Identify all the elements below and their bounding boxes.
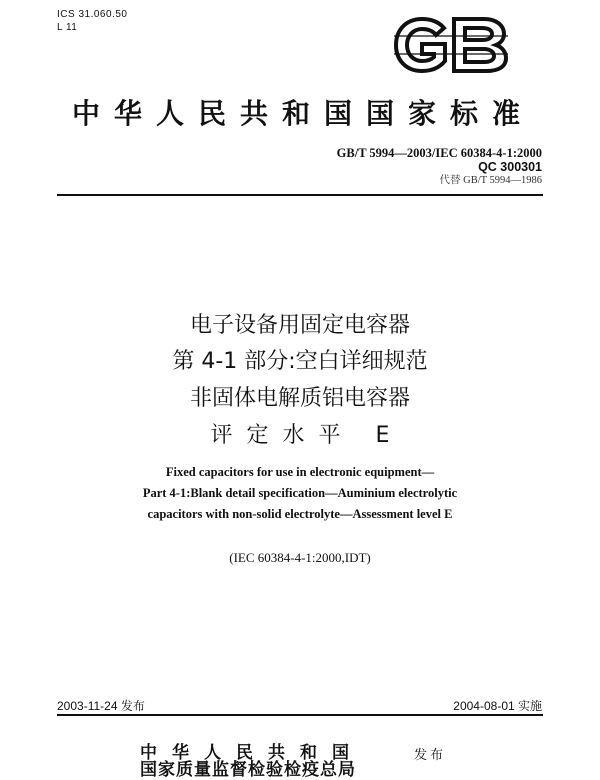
issue-date: 2003-11-24 发布 (57, 699, 145, 713)
ics-code: ICS 31.060.50 (57, 9, 128, 20)
title-en-line1: Fixed capacitors for use in electronic equipment— (165, 465, 435, 479)
standard-number: GB/T 5994—2003/IEC 60384-4-1:2000 (336, 146, 542, 160)
iec-reference: (IEC 60384-4-1:2000,IDT) (229, 550, 371, 565)
title-en (0, 462, 600, 525)
national-standard-title: 中华人民共和国国家标准 (71, 97, 534, 130)
qc-number: QC 300301 (478, 160, 542, 174)
title-cn-line4: 评定水平 E (210, 423, 404, 448)
ccs-code: L 11 (57, 22, 78, 33)
title-cn-line2: 第 4-1 部分:空白详细规范 (172, 349, 428, 374)
top-divider (57, 194, 543, 196)
gb-logo-icon (392, 16, 510, 74)
classification-codes (57, 8, 127, 34)
title-cn-line1: 电子设备用固定电容器 (189, 313, 410, 338)
replaces-note: 代替 GB/T 5994—1986 (439, 175, 542, 186)
issuer-line2: 国家质量监督检验检疫总局 (140, 760, 356, 780)
implementation-date: 2004-08-01 实施 (453, 699, 542, 713)
title-en-line3: capacitors with non-solid electrolyte—Assessment level E (147, 507, 453, 521)
issuer-line1: 中华人民共和国 (140, 743, 364, 763)
standard-number-block (337, 146, 542, 188)
publish-label: 发布 (414, 748, 447, 763)
title-cn-line3: 非固体电解质铝电容器 (189, 386, 410, 411)
title-en-line2: Part 4-1:Blank detail specification—Auminium electrolytic (142, 486, 458, 500)
bottom-divider (57, 714, 543, 716)
